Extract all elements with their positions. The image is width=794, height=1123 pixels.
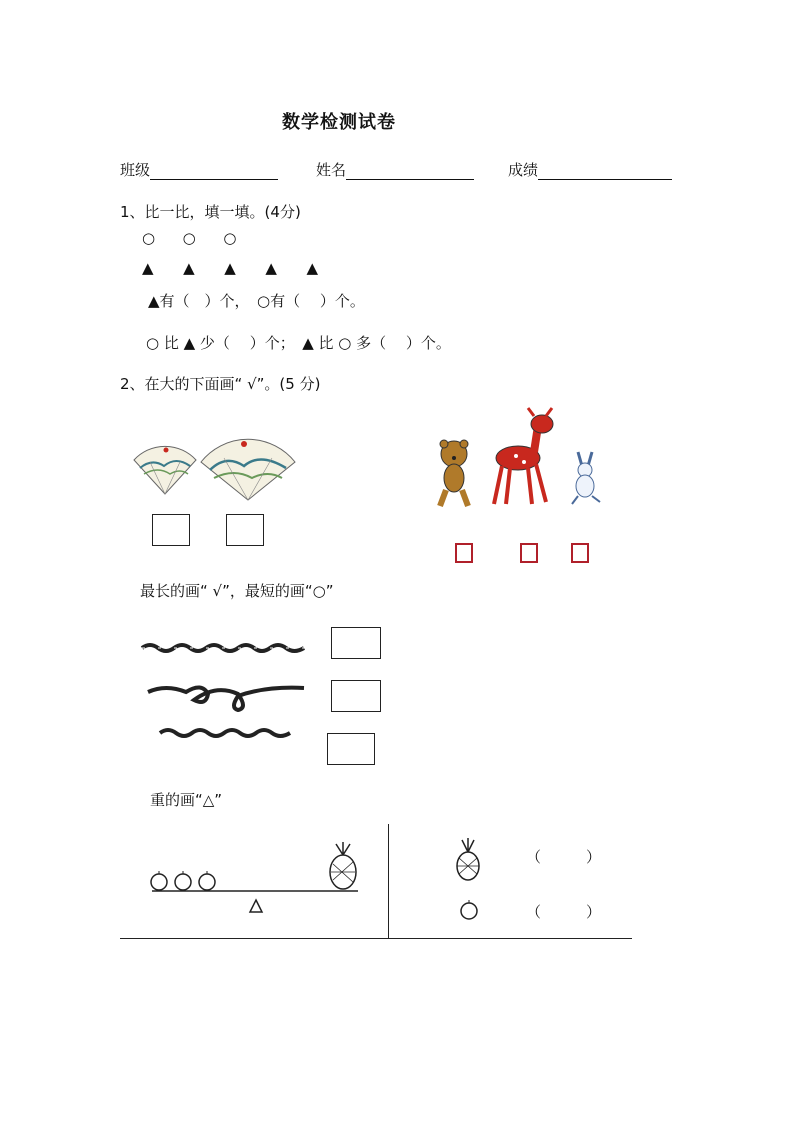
apple-icon	[199, 874, 215, 890]
triangle-glyph: ▲	[306, 259, 318, 277]
deer-icon	[488, 406, 558, 508]
name-field	[316, 160, 474, 180]
class-label: 班级	[120, 161, 151, 179]
name-label: 姓名	[316, 161, 347, 179]
answer-box-rope-knotted[interactable]	[331, 680, 381, 712]
bear-icon	[432, 438, 476, 510]
q1-heading: 1、比一比，填一填。(4分)	[120, 203, 301, 221]
balance-scale-icon	[150, 844, 362, 916]
paren-apple[interactable]: （ ）	[526, 903, 602, 921]
rabbit-icon	[566, 452, 606, 506]
score-label: 成绩	[508, 161, 539, 179]
class-field	[120, 160, 278, 180]
q2-heading: 2、在大的下面画“ √”。(5 分)	[120, 375, 321, 393]
large-fan-icon	[198, 432, 298, 504]
answer-box-rope-long[interactable]	[331, 627, 381, 659]
rope-long-icon	[140, 640, 308, 656]
answer-box-small-fan[interactable]	[152, 514, 190, 546]
triangle-glyph: ▲	[142, 259, 154, 277]
paren-pineapple[interactable]: （ ）	[526, 848, 602, 866]
answer-box-deer[interactable]	[520, 543, 538, 563]
score-field	[508, 160, 672, 180]
q1-circle-row	[142, 228, 236, 248]
q2-sub-longest: 最长的画“ √”，最短的画“○”	[140, 582, 334, 600]
circle-glyph: ○	[182, 229, 196, 247]
answer-box-bear[interactable]	[455, 543, 473, 563]
triangle-glyph: ▲	[265, 259, 277, 277]
class-blank[interactable]	[150, 163, 278, 180]
score-blank[interactable]	[538, 163, 672, 180]
apple-icon	[175, 874, 191, 890]
page-title: 数学检测试卷	[282, 112, 396, 133]
answer-box-large-fan[interactable]	[226, 514, 264, 546]
q1-line2: ○ 比 ▲ 少（ ）个； ▲ 比 ○ 多（ ）个。	[146, 334, 451, 352]
rope-short-icon	[158, 726, 294, 740]
apple-icon	[151, 874, 167, 890]
apple-icon	[458, 898, 482, 922]
small-fan-icon	[130, 432, 200, 502]
section-divider	[388, 824, 389, 938]
circle-glyph: ○	[142, 229, 156, 247]
q2-sub-heavy: 重的画“△”	[150, 791, 223, 809]
section-baseline	[120, 938, 632, 939]
pineapple-icon	[454, 838, 482, 882]
rope-knotted-icon	[146, 680, 308, 712]
circle-glyph: ○	[223, 229, 237, 247]
triangle-glyph: ▲	[183, 259, 195, 277]
answer-box-rope-short[interactable]	[327, 733, 375, 765]
answer-box-rabbit[interactable]	[571, 543, 589, 563]
name-blank[interactable]	[346, 163, 474, 180]
triangle-glyph: ▲	[224, 259, 236, 277]
q1-line1: ▲有（ ）个， ○有（ ）个。	[148, 292, 365, 310]
q1-triangle-row	[142, 258, 318, 278]
